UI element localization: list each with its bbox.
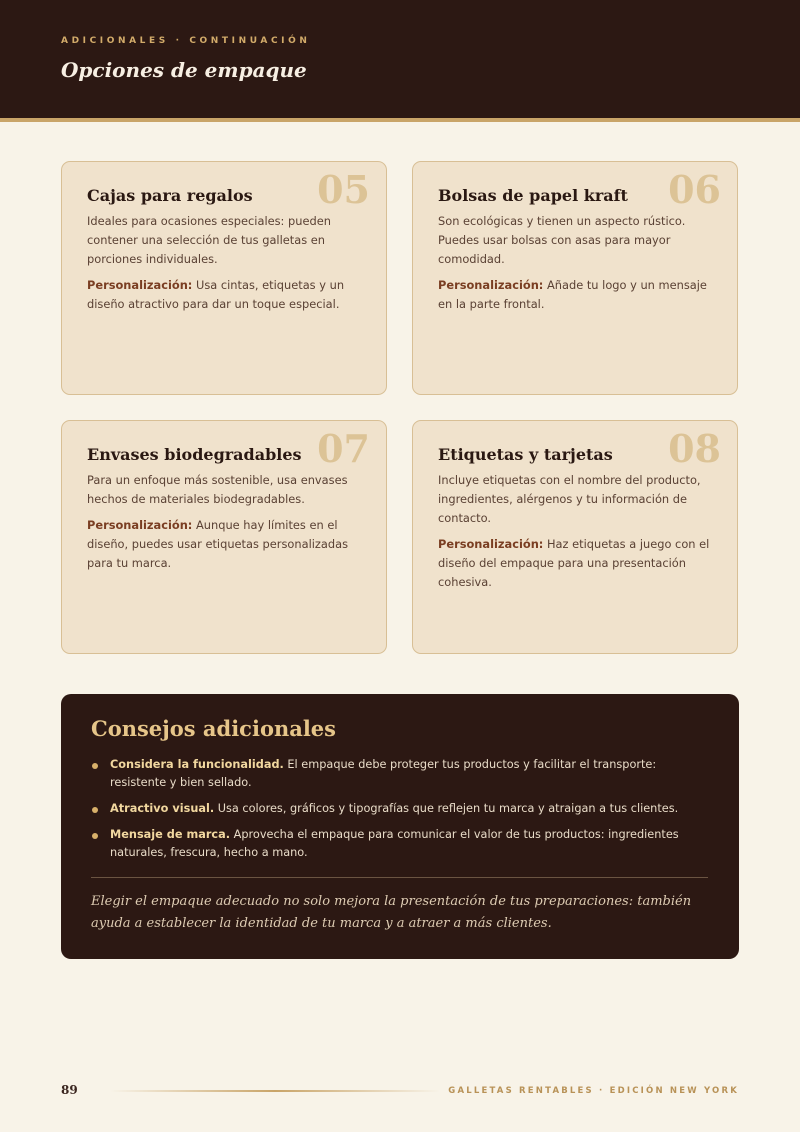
- customization-label: Personalización:: [87, 518, 193, 532]
- card-body: [87, 212, 372, 321]
- tip-text: El empaque debe proteger tus productos y facilitar el transporte: resistente y bien sellado.: [110, 758, 657, 789]
- card-description: Son ecológicas y tienen un aspecto rústico. Puedes usar bolsas con asas para mayor comodidad.: [438, 214, 686, 266]
- closing-quote: Elegir el empaque adecuado no solo mejora la presentación de tus preparaciones: también ayuda a establecer la identidad de tu marca y a atraer a más clientes.: [91, 894, 692, 931]
- tip-text: Aprovecha el empaque para comunicar el valor de tus productos: ingredientes naturales, frescura, hecho a mano.: [110, 828, 679, 859]
- customization-text: Haz etiquetas a juego con el diseño del empaque para una presentación cohesiva.: [438, 537, 710, 589]
- bullet-icon: [92, 807, 98, 813]
- tip-item: [91, 756, 706, 792]
- option-card-biodegradable: [61, 420, 387, 654]
- tips-panel: [61, 694, 739, 959]
- card-customization: [87, 276, 372, 314]
- card-title: Bolsas de papel kraft: [438, 186, 628, 205]
- card-title: Etiquetas y tarjetas: [438, 445, 613, 464]
- page-title: Opciones de empaque: [61, 58, 307, 82]
- card-number: 06: [668, 167, 721, 212]
- card-body: [438, 212, 723, 321]
- card-customization: [438, 535, 723, 592]
- card-body: [438, 471, 723, 599]
- tip-item: [91, 800, 706, 818]
- customization-text: Añade tu logo y un mensaje en la parte frontal.: [438, 278, 707, 311]
- tips-title: Consejos adicionales: [91, 716, 336, 741]
- customization-label: Personalización:: [438, 537, 544, 551]
- tip-label: Atractivo visual.: [110, 802, 215, 815]
- tip-item: [91, 826, 706, 862]
- bullet-icon: [92, 763, 98, 769]
- customization-label: Personalización:: [87, 278, 193, 292]
- card-number: 07: [317, 426, 370, 471]
- card-title: Envases biodegradables: [87, 445, 302, 464]
- tip-text: Usa colores, gráficos y tipografías que reflejen tu marca y atraigan a tus clientes.: [214, 802, 679, 815]
- page-number: 89: [61, 1083, 78, 1097]
- tip-label: Mensaje de marca.: [110, 828, 231, 841]
- card-description: Incluye etiquetas con el nombre del producto, ingredientes, alérgenos y tu información de contacto.: [438, 473, 701, 525]
- customization-text: Aunque hay límites en el diseño, puedes usar etiquetas personalizadas para tu marca.: [87, 518, 349, 570]
- card-number: 08: [668, 426, 721, 471]
- card-title: Cajas para regalos: [87, 186, 253, 205]
- divider: [91, 877, 708, 878]
- option-card-labels-tags: [412, 420, 738, 654]
- card-number: 05: [317, 167, 370, 212]
- card-description: Para un enfoque más sostenible, usa envases hechos de materiales biodegradables.: [87, 473, 348, 506]
- tips-list: [91, 756, 706, 870]
- bullet-icon: [92, 833, 98, 839]
- page-header: [0, 0, 800, 122]
- footer-divider: [110, 1090, 440, 1092]
- card-body: [87, 471, 372, 580]
- tip-label: Considera la funcionalidad.: [110, 758, 284, 771]
- card-customization: [438, 276, 723, 314]
- footer-brand: GALLETAS RENTABLES · EDICIÓN NEW YORK: [448, 1086, 739, 1096]
- card-description: Ideales para ocasiones especiales: pueden contener una selección de tus galletas en porciones individuales.: [87, 214, 331, 266]
- card-customization: [87, 516, 372, 573]
- customization-text: Usa cintas, etiquetas y un diseño atractivo para dar un toque especial.: [87, 278, 345, 311]
- customization-label: Personalización:: [438, 278, 544, 292]
- option-card-kraft-bags: [412, 161, 738, 395]
- section-eyebrow: ADICIONALES · CONTINUACIÓN: [61, 36, 311, 46]
- option-card-gift-boxes: [61, 161, 387, 395]
